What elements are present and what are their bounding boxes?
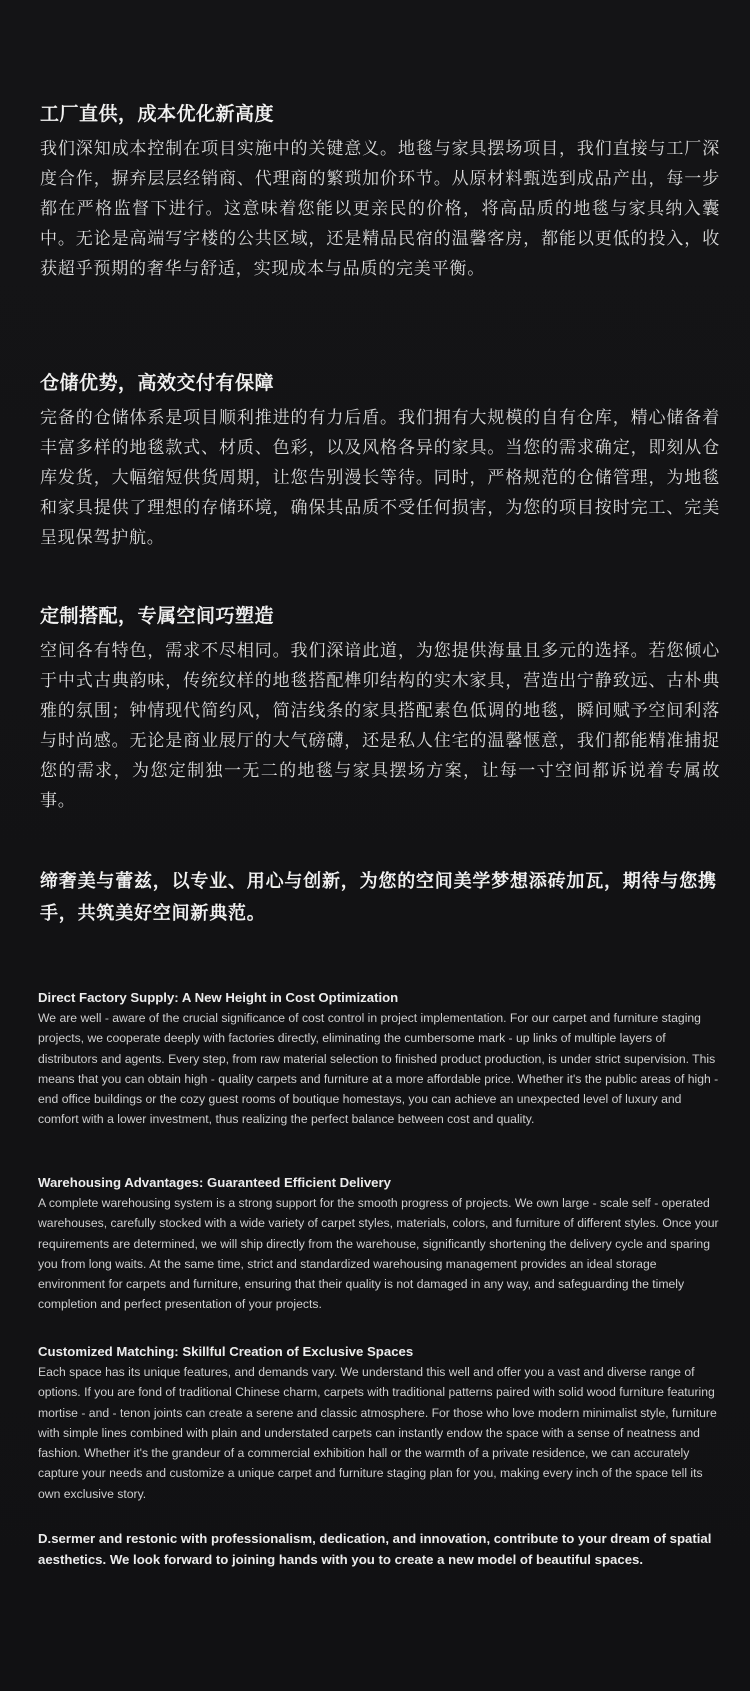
cn-section-body: 我们深知成本控制在项目实施中的关键意义。地毯与家具摆场项目，我们直接与工厂深度合作，摒弃层层经销商、代理商的繁琐加价环节。从原材料甄选到成品产出，每一步都在严格监督下进行。这意味着您能以更亲民的价格，将高品质的地毯与家具纳入囊中。无论是高端写字楼的公共区域，还是精品民宿的温馨客房，都能以更低的投入，收获超乎预期的奢华与舒适，实现成本与品质的完美平衡。	[40, 139, 720, 279]
en-section-body: We are well - aware of the crucial significance of cost control in project implementation. For our carpet and furniture staging projects, we cooperate deeply with factories directly, eliminating the cumbersome mark - up links of multiple layers of distributors and agents. Every step, from raw material selection to finished product production, is under strict supervision. This means that you can obtain high - quality carpets and furniture at a more affordable price. Whether it's the public areas of high - end office buildings or the cozy guest rooms of boutique homestays, you can achieve an unexpected level of luxury and comfort with a lower investment, thus realizing the perfect balance between cost and quality.	[38, 1011, 719, 1127]
cn-section-title: 定制搭配，专属空间巧塑造	[40, 605, 275, 627]
cn-section-customized	[40, 602, 720, 816]
en-section-title: Warehousing Advantages: Guaranteed Efficient Delivery	[38, 1175, 391, 1190]
cn-section-factory-supply	[40, 100, 720, 284]
cn-section-title: 仓储优势，高效交付有保障	[40, 372, 275, 394]
en-section-factory-supply	[38, 988, 720, 1130]
en-section-body: A complete warehousing system is a strong support for the smooth progress of projects. We own large - scale self - operated warehouses, carefully stocked with a wide variety of carpet styles, materials, colors, and furniture of different styles. Once your requirements are determined, we will ship directly from the warehouse, significantly shortening the delivery cycle and sparing you from long waits. At the same time, strict and standardized warehousing management provides an ideal storage environment for carpets and furniture, ensuring that their quality is not damaged in any way, and safeguarding the timely completion and perfect presentation of your projects.	[38, 1196, 719, 1312]
cn-section-warehousing	[40, 369, 720, 553]
en-section-customized	[38, 1342, 720, 1504]
cn-section-title: 工厂直供，成本优化新高度	[40, 103, 275, 125]
en-section-title: Customized Matching: Skillful Creation of Exclusive Spaces	[38, 1344, 414, 1359]
en-section-warehousing	[38, 1173, 720, 1315]
en-section-body: Each space has its unique features, and demands vary. We understand this well and offer you a vast and diverse range of options. If you are fond of traditional Chinese charm, carpets with traditional patterns paired with solid wood furniture featuring mortise - and - tenon joints can create a serene and classic atmosphere. For those who love modern minimalist style, furniture with simple lines combined with plain and understated carpets can instantly endow the space with a sense of neatness and fashion. Whether it's the grandeur of a commercial exhibition hall or the warmth of a private residence, we can accurately capture your needs and customize a unique carpet and furniture staging plan for you, making every inch of the space tell its own exclusive story.	[38, 1365, 717, 1501]
en-closing-statement: D.sermer and restonic with professionalism, dedication, and innovation, contribute to your dream of spatial aesthetics. We look forward to joining hands with you to create a new model of beautiful spaces.	[38, 1531, 712, 1567]
en-section-title: Direct Factory Supply: A New Height in Cost Optimization	[38, 990, 399, 1005]
cn-section-body: 空间各有特色，需求不尽相同。我们深谙此道，为您提供海量且多元的选择。若您倾心于中式古典韵味，传统纹样的地毯搭配榫卯结构的实木家具，营造出宁静致远、古朴典雅的氛围；钟情现代简约风，简洁线条的家具搭配素色低调的地毯，瞬间赋予空间利落与时尚感。无论是商业展厅的大气磅礴，还是私人住宅的温馨惬意，我们都能精准捕捉您的需求，为您定制独一无二的地毯与家具摆场方案，让每一寸空间都诉说着专属故事。	[40, 641, 720, 811]
cn-section-body: 完备的仓储体系是项目顺利推进的有力后盾。我们拥有大规模的自有仓库，精心储备着丰富多样的地毯款式、材质、色彩，以及风格各异的家具。当您的需求确定，即刻从仓库发货，大幅缩短供货周期，让您告别漫长等待。同时，严格规范的仓储管理，为地毯和家具提供了理想的存储环境，确保其品质不受任何损害，为您的项目按时完工、完美呈现保驾护航。	[40, 408, 720, 548]
cn-closing-statement: 缔奢美与蕾兹，以专业、用心与创新，为您的空间美学梦想添砖加瓦，期待与您携手，共筑美好空间新典范。	[40, 871, 717, 924]
